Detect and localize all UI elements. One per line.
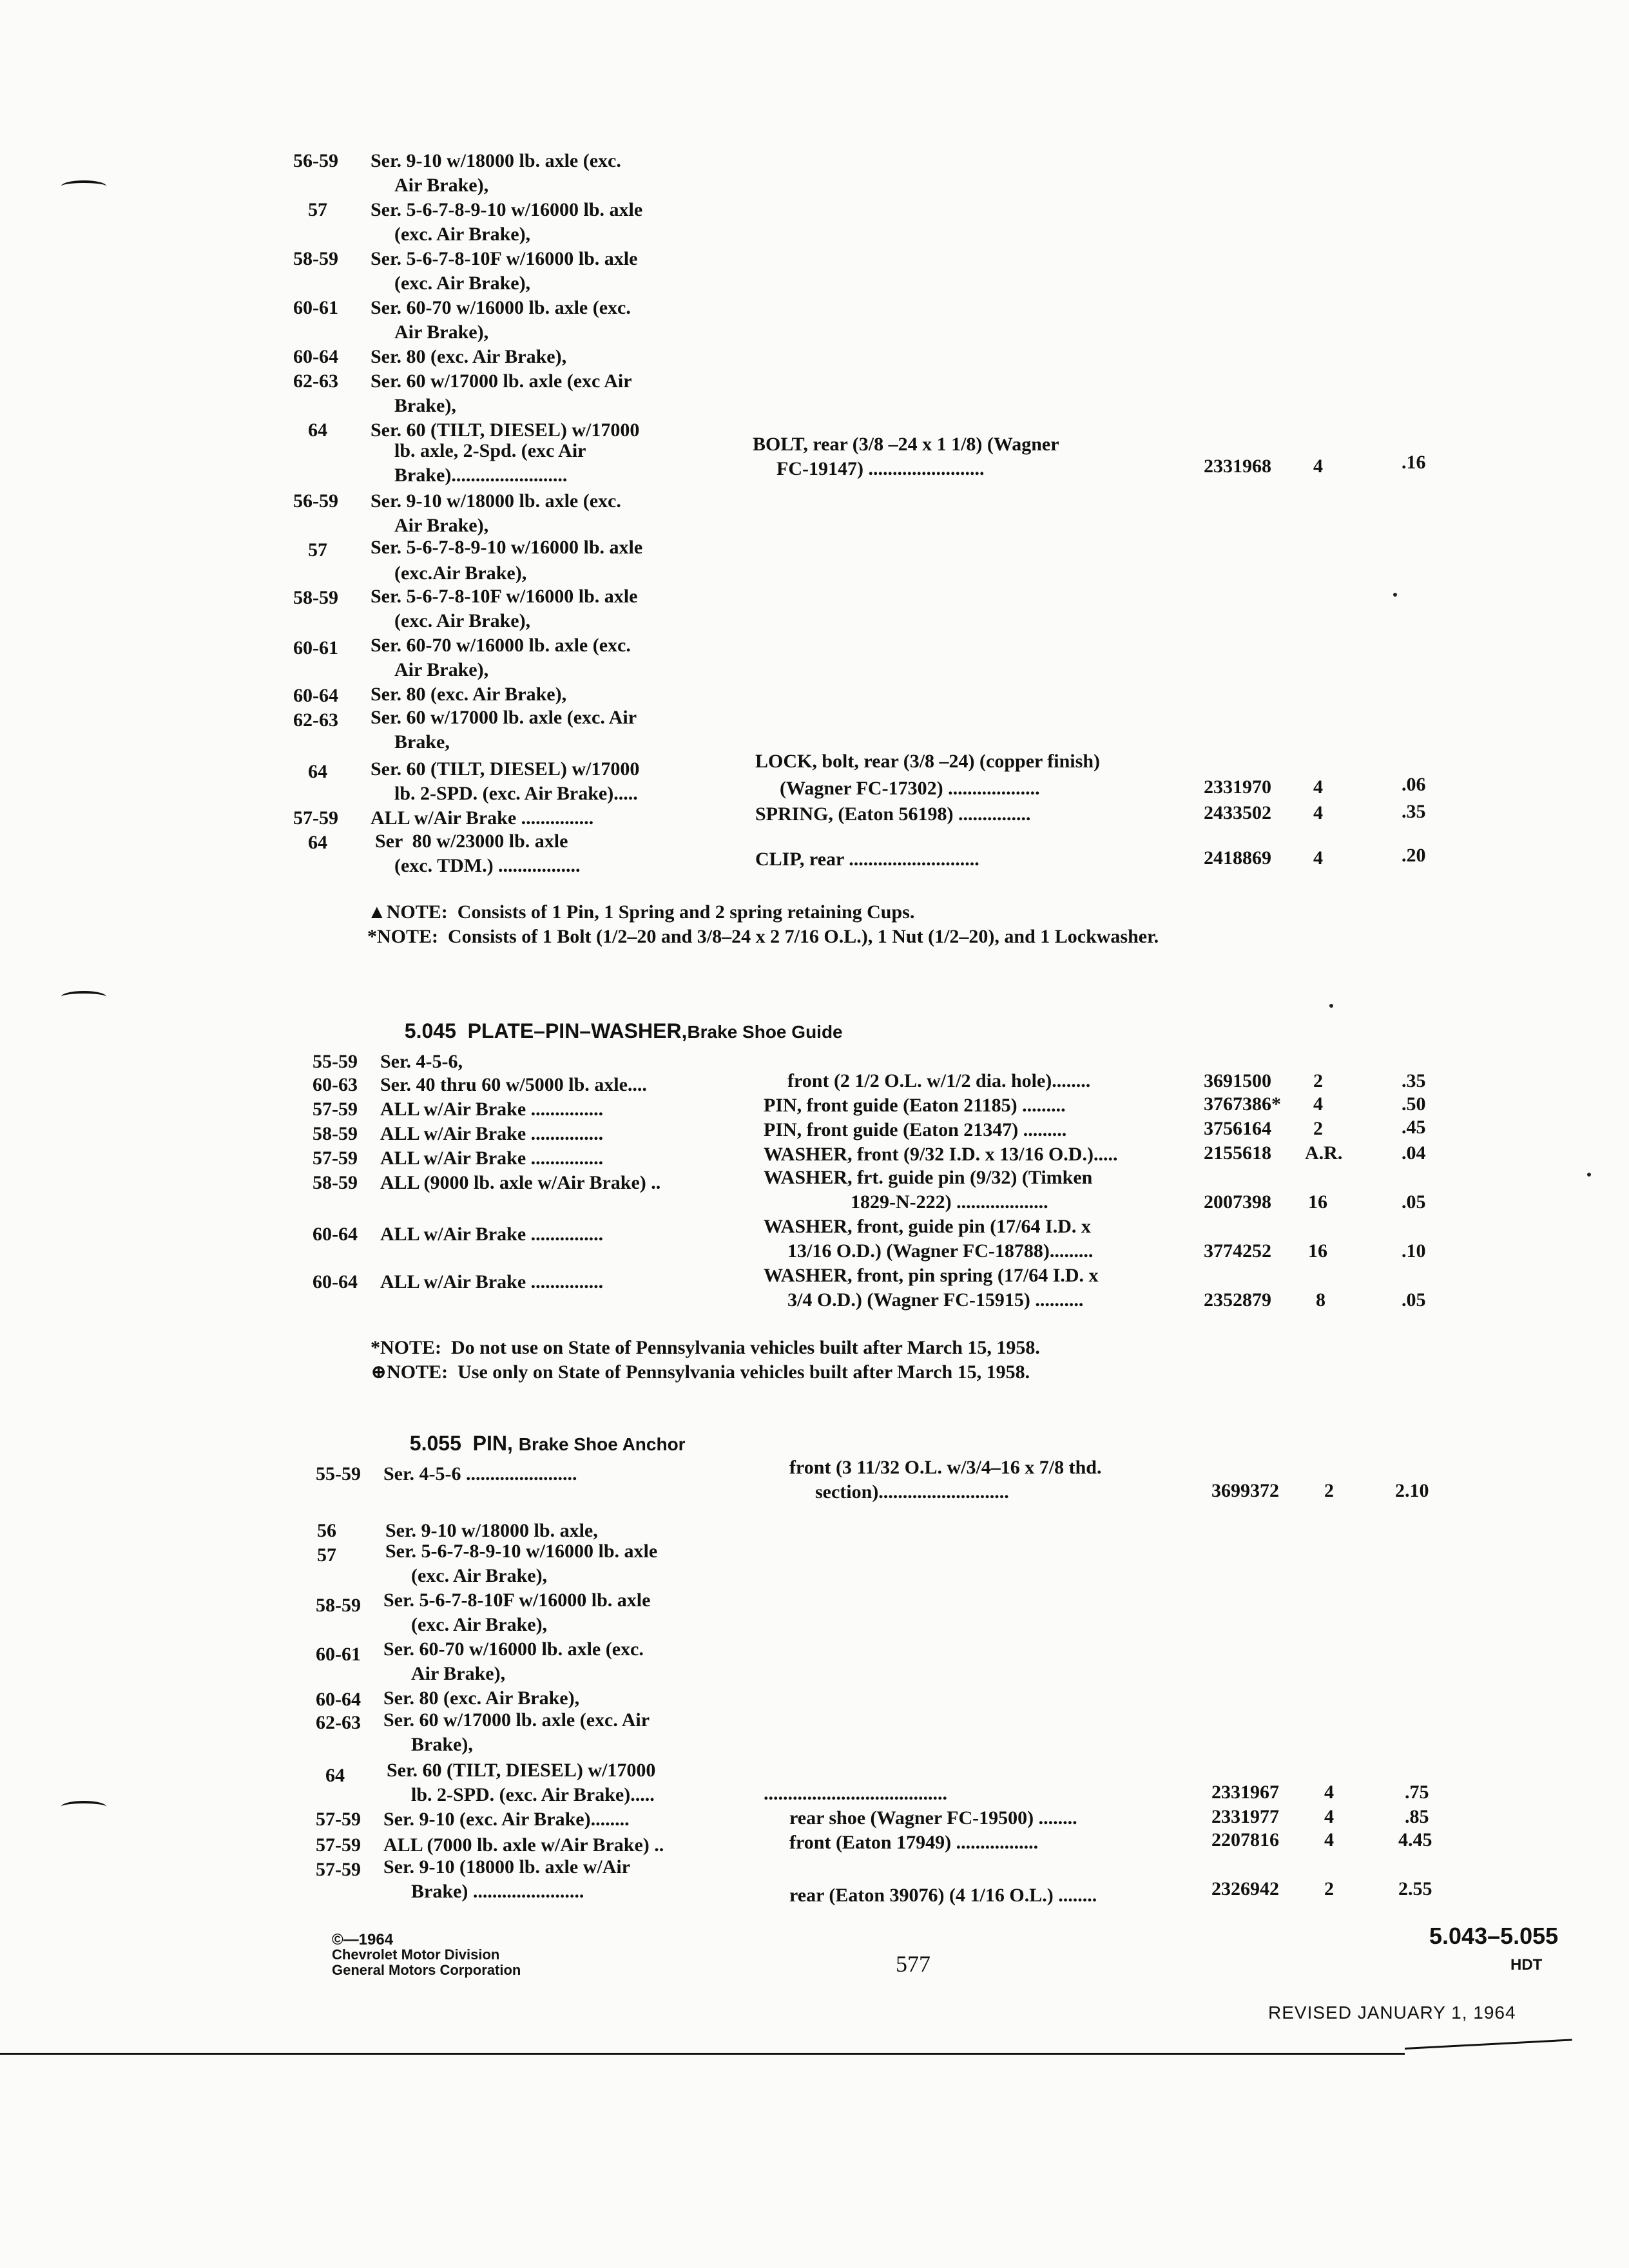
- year-range: 58-59: [293, 587, 338, 608]
- row-desc: Air Brake),: [411, 1663, 506, 1684]
- part-number: 2331967: [1211, 1782, 1279, 1803]
- section-number: 5.055: [409, 1432, 461, 1455]
- part-desc: ......................................: [764, 1783, 947, 1804]
- bottom-rule: [0, 2053, 1405, 2055]
- copyright: ©—1964: [332, 1931, 394, 1948]
- year-range: 64: [308, 419, 327, 441]
- row-desc: Ser. 80 (exc. Air Brake),: [371, 346, 567, 367]
- row-desc: Ser. 60 w/17000 lb. axle (exc Air: [371, 370, 632, 392]
- year-range: 60-61: [293, 297, 338, 318]
- row-desc: Ser. 5-6-7-8-10F w/16000 lb. axle: [383, 1590, 651, 1611]
- manual-code: HDT: [1510, 1956, 1543, 1974]
- row-desc: Ser. 40 thru 60 w/5000 lb. axle....: [380, 1074, 647, 1095]
- year-range: 60-64: [313, 1224, 358, 1245]
- part-desc: BOLT, rear (3/8 –24 x 1 1/8) (Wagner: [753, 434, 1059, 455]
- part-desc: section)...........................: [815, 1481, 1009, 1503]
- row-desc: lb. 2-SPD. (exc. Air Brake).....: [394, 783, 638, 804]
- part-desc: PIN, front guide (Eaton 21185) .........: [764, 1095, 1066, 1116]
- row-desc: ALL w/Air Brake ...............: [380, 1148, 604, 1169]
- row-desc: (exc.Air Brake),: [394, 562, 527, 584]
- row-desc: Brake) .......................: [411, 1881, 584, 1902]
- part-desc: WASHER, front (9/32 I.D. x 13/16 O.D.).....: [764, 1144, 1118, 1165]
- year-range: 57-59: [313, 1148, 358, 1169]
- row-desc: lb. 2-SPD. (exc. Air Brake).....: [411, 1784, 655, 1805]
- year-range: 62-63: [293, 709, 338, 731]
- speck: [1393, 593, 1397, 597]
- quantity: 2: [1324, 1480, 1334, 1501]
- row-desc: (exc. Air Brake),: [394, 224, 531, 245]
- part-number: 3699372: [1211, 1480, 1279, 1501]
- row-desc: ALL w/Air Brake ...............: [380, 1123, 604, 1144]
- quantity: 4: [1313, 847, 1323, 869]
- year-range: 57: [308, 539, 327, 561]
- row-desc: Air Brake),: [394, 322, 489, 343]
- speck: [1587, 1173, 1591, 1177]
- part-number: 2331968: [1204, 456, 1271, 477]
- section-subtitle: Brake Shoe Guide: [687, 1022, 843, 1042]
- part-desc: 13/16 O.D.) (Wagner FC-18788).........: [787, 1240, 1094, 1262]
- year-range: 58-59: [293, 248, 338, 269]
- quantity: 4: [1313, 802, 1323, 823]
- quantity: 4: [1313, 456, 1323, 477]
- row-desc: Ser. 4-5-6 .......................: [383, 1463, 577, 1485]
- row-desc: (exc. Air Brake),: [411, 1614, 548, 1635]
- year-range: 56-59: [293, 150, 338, 171]
- part-number: 2207816: [1211, 1829, 1279, 1850]
- publisher-corp: General Motors Corporation: [332, 1962, 521, 1978]
- part-desc: 3/4 O.D.) (Wagner FC-15915) ..........: [787, 1289, 1084, 1311]
- note: ▲NOTE: Consists of 1 Pin, 1 Spring and 2 spring retaining Cups.: [367, 901, 915, 923]
- year-range: 60-64: [293, 346, 338, 367]
- row-desc: Ser 80 w/23000 lb. axle: [375, 831, 568, 852]
- row-desc: Ser. 5-6-7-8-9-10 w/16000 lb. axle: [385, 1541, 658, 1562]
- row-desc: Ser. 60-70 w/16000 lb. axle (exc.: [383, 1639, 644, 1660]
- row-desc: ALL w/Air Brake ...............: [380, 1099, 604, 1120]
- row-desc: ALL w/Air Brake ...............: [380, 1224, 604, 1245]
- price: .04: [1402, 1142, 1426, 1164]
- part-desc: rear shoe (Wagner FC-19500) ........: [789, 1807, 1077, 1829]
- row-desc: Ser. 80 (exc. Air Brake),: [383, 1687, 580, 1709]
- margin-mark: [61, 180, 106, 192]
- price: .16: [1402, 452, 1426, 473]
- row-desc: Ser. 9-10 (exc. Air Brake)........: [383, 1809, 630, 1830]
- row-desc: Ser. 9-10 w/18000 lb. axle (exc.: [371, 490, 621, 512]
- quantity: 4: [1313, 776, 1323, 798]
- year-range: 64: [308, 832, 327, 853]
- year-range: 56: [317, 1520, 336, 1541]
- row-desc: Ser. 4-5-6,: [380, 1051, 463, 1072]
- row-desc: Brake),: [411, 1734, 473, 1755]
- price: .20: [1402, 845, 1426, 866]
- part-desc: CLIP, rear ...........................: [755, 849, 979, 870]
- row-desc: Ser. 5-6-7-8-10F w/16000 lb. axle: [371, 248, 638, 269]
- year-range: 57-59: [313, 1099, 358, 1120]
- year-range: 64: [325, 1765, 345, 1786]
- price: .75: [1405, 1782, 1429, 1803]
- price: .06: [1402, 774, 1426, 795]
- row-desc: ALL (9000 lb. axle w/Air Brake) ..: [380, 1172, 661, 1193]
- year-range: 60-64: [313, 1271, 358, 1293]
- part-number: 2433502: [1204, 802, 1271, 823]
- row-desc: Ser. 60 (TILT, DIESEL) w/17000: [371, 758, 640, 780]
- section-subtitle: Brake Shoe Anchor: [518, 1434, 686, 1454]
- row-desc: (exc. Air Brake),: [394, 273, 531, 294]
- row-desc: Ser. 60-70 w/16000 lb. axle (exc.: [371, 297, 631, 318]
- row-desc: Brake,: [394, 731, 450, 753]
- section-range: 5.043–5.055: [1429, 1923, 1559, 1949]
- part-number: 2331970: [1204, 776, 1271, 798]
- price: .35: [1402, 1070, 1426, 1091]
- margin-mark: [61, 1801, 106, 1812]
- row-desc: (exc. TDM.) .................: [394, 855, 581, 876]
- part-desc: LOCK, bolt, rear (3/8 –24) (copper finish): [755, 751, 1100, 772]
- year-range: 57-59: [316, 1834, 361, 1856]
- year-range: 57: [317, 1544, 336, 1566]
- price: .35: [1402, 801, 1426, 822]
- year-range: 58-59: [313, 1123, 358, 1144]
- quantity: 2: [1324, 1878, 1334, 1899]
- row-desc: Air Brake),: [394, 175, 489, 196]
- year-range: 55-59: [316, 1463, 361, 1485]
- part-desc: PIN, front guide (Eaton 21347) .........: [764, 1119, 1067, 1140]
- price: 2.10: [1395, 1480, 1429, 1501]
- year-range: 57: [308, 199, 327, 220]
- part-desc: 1829-N-222) ...................: [851, 1191, 1048, 1213]
- part-desc: SPRING, (Eaton 56198) ...............: [755, 803, 1031, 825]
- quantity: 2: [1313, 1118, 1323, 1139]
- quantity: 16: [1308, 1240, 1327, 1262]
- row-desc: Ser. 80 (exc. Air Brake),: [371, 684, 567, 705]
- part-number: 3756164: [1204, 1118, 1271, 1139]
- quantity: 2: [1313, 1070, 1323, 1091]
- section-heading: [398, 1408, 686, 1456]
- year-range: 64: [308, 761, 327, 782]
- year-range: 60-64: [293, 685, 338, 706]
- row-desc: Ser. 5-6-7-8-10F w/16000 lb. axle: [371, 586, 638, 607]
- part-number: 2352879: [1204, 1289, 1271, 1311]
- year-range: 62-63: [293, 370, 338, 392]
- section-title: PIN,: [472, 1432, 513, 1455]
- note: *NOTE: Consists of 1 Bolt (1/2–20 and 3/8–24 x 2 7/16 O.L.), 1 Nut (1/2–20), and 1 Lockwasher.: [367, 926, 1159, 947]
- row-desc: lb. axle, 2-Spd. (exc Air: [394, 440, 586, 461]
- price: .45: [1402, 1117, 1426, 1138]
- price: .50: [1402, 1093, 1426, 1115]
- publisher-division: Chevrolet Motor Division: [332, 1946, 500, 1963]
- year-range: 56-59: [293, 490, 338, 512]
- section-heading: [393, 996, 843, 1044]
- row-desc: Ser. 60 (TILT, DIESEL) w/17000: [371, 419, 640, 441]
- year-range: 58-59: [316, 1595, 361, 1616]
- part-desc: front (Eaton 17949) .................: [789, 1832, 1039, 1853]
- section-title: PLATE–PIN–WASHER,: [467, 1019, 688, 1043]
- row-desc: ALL w/Air Brake ...............: [371, 807, 594, 829]
- part-desc: WASHER, front, guide pin (17/64 I.D. x: [764, 1216, 1091, 1237]
- part-desc: WASHER, front, pin spring (17/64 I.D. x: [764, 1265, 1099, 1286]
- row-desc: Ser. 9-10 w/18000 lb. axle,: [385, 1520, 598, 1541]
- quantity: 16: [1308, 1191, 1327, 1213]
- price: .05: [1402, 1191, 1426, 1213]
- quantity: 4: [1324, 1806, 1334, 1827]
- row-desc: Brake)........................: [394, 465, 568, 486]
- row-desc: Ser. 60 (TILT, DIESEL) w/17000: [387, 1760, 656, 1781]
- year-range: 58-59: [313, 1172, 358, 1193]
- price: 4.45: [1398, 1829, 1432, 1850]
- row-desc: Brake),: [394, 395, 456, 416]
- price: 2.55: [1398, 1878, 1432, 1899]
- row-desc: (exc. Air Brake),: [394, 610, 531, 631]
- revision-date: REVISED JANUARY 1, 1964: [1268, 2003, 1516, 2023]
- row-desc: Air Brake),: [394, 515, 489, 536]
- year-range: 57-59: [316, 1809, 361, 1830]
- year-range: 57-59: [293, 807, 338, 829]
- row-desc: (exc. Air Brake),: [411, 1565, 548, 1586]
- note: ⊕NOTE: Use only on State of Pennsylvania vehicles built after March 15, 1958.: [371, 1361, 1030, 1383]
- speck: [1329, 1004, 1333, 1008]
- year-range: 57-59: [316, 1859, 361, 1880]
- year-range: 62-63: [316, 1712, 361, 1733]
- row-desc: Ser. 60-70 w/16000 lb. axle (exc.: [371, 635, 631, 656]
- row-desc: Ser. 5-6-7-8-9-10 w/16000 lb. axle: [371, 199, 643, 220]
- margin-mark: [61, 991, 106, 1003]
- section-number: 5.045: [404, 1019, 456, 1043]
- part-number: 2155618: [1204, 1142, 1271, 1164]
- part-desc: WASHER, frt. guide pin (9/32) (Timken: [764, 1167, 1093, 1188]
- year-range: 60-61: [293, 637, 338, 658]
- part-desc: FC-19147) ........................: [776, 458, 985, 479]
- price: .85: [1405, 1806, 1429, 1827]
- part-desc: front (3 11/32 O.L. w/3/4–16 x 7/8 thd.: [789, 1457, 1102, 1478]
- row-desc: Ser. 9-10 w/18000 lb. axle (exc.: [371, 150, 621, 171]
- row-desc: ALL (7000 lb. axle w/Air Brake) ..: [383, 1834, 664, 1856]
- part-number: 3774252: [1204, 1240, 1271, 1262]
- row-desc: Air Brake),: [394, 659, 489, 680]
- row-desc: Ser. 5-6-7-8-9-10 w/16000 lb. axle: [371, 537, 643, 558]
- quantity: 4: [1324, 1782, 1334, 1803]
- note: *NOTE: Do not use on State of Pennsylvania vehicles built after March 15, 1958.: [371, 1337, 1040, 1358]
- quantity: 8: [1316, 1289, 1325, 1311]
- price: .10: [1402, 1240, 1426, 1262]
- part-number: 2007398: [1204, 1191, 1271, 1213]
- year-range: 55-59: [313, 1051, 358, 1072]
- row-desc: Ser. 9-10 (18000 lb. axle w/Air: [383, 1856, 631, 1878]
- bottom-rule: [1405, 2039, 1572, 2050]
- quantity: 4: [1313, 1093, 1323, 1115]
- part-desc: (Wagner FC-17302) ...................: [780, 778, 1040, 799]
- part-number: 2331977: [1211, 1806, 1279, 1827]
- price: .05: [1402, 1289, 1426, 1311]
- row-desc: Ser. 60 w/17000 lb. axle (exc. Air: [383, 1709, 650, 1731]
- row-desc: ALL w/Air Brake ...............: [380, 1271, 604, 1293]
- year-range: 60-64: [316, 1689, 361, 1710]
- quantity: 4: [1324, 1829, 1334, 1850]
- page-number: 577: [896, 1951, 930, 1977]
- part-desc: front (2 1/2 O.L. w/1/2 dia. hole)........: [787, 1070, 1091, 1091]
- part-desc: rear (Eaton 39076) (4 1/16 O.L.) ........: [789, 1885, 1097, 1906]
- quantity: A.R.: [1305, 1142, 1343, 1164]
- part-number: 3691500: [1204, 1070, 1271, 1091]
- part-number: 3767386*: [1204, 1093, 1281, 1115]
- year-range: 60-63: [313, 1074, 358, 1095]
- part-number: 2326942: [1211, 1878, 1279, 1899]
- row-desc: Ser. 60 w/17000 lb. axle (exc. Air: [371, 707, 637, 728]
- part-number: 2418869: [1204, 847, 1271, 869]
- year-range: 60-61: [316, 1644, 361, 1665]
